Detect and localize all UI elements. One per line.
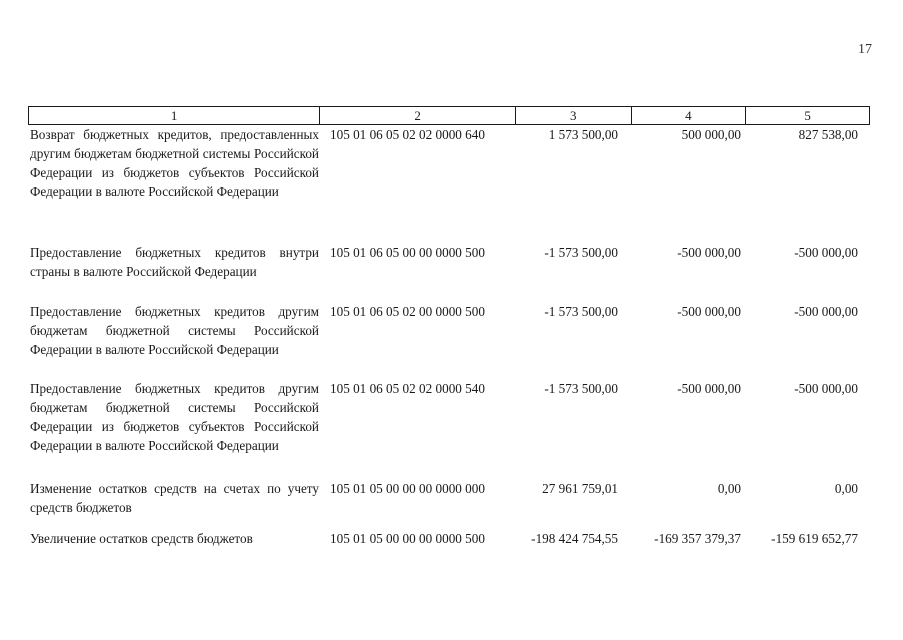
table-header xyxy=(28,106,870,125)
row-value-col5: -159 619 652,77 xyxy=(771,531,858,546)
row-code: 105 01 06 05 02 00 0000 500 xyxy=(330,304,485,319)
row-description: Предоставление бюджетных кредитов другим бюджетам бюджетной системы Российской Федерации из бюджетов субъектов Российской Федерации в валюте Российской Федерации xyxy=(30,381,319,453)
row-value-col5: 0,00 xyxy=(834,481,858,496)
row-description: Изменение остатков средств на счетах по учету средств бюджетов xyxy=(30,481,319,515)
table-row xyxy=(28,479,870,517)
row-code: 105 01 05 00 00 00 0000 500 xyxy=(330,531,485,546)
row-value-col4: -169 357 379,37 xyxy=(654,531,741,546)
table-row xyxy=(28,125,870,201)
row-description: Возврат бюджетных кредитов, предоставленных другим бюджетам бюджетной системы Российской Федерации из бюджетов субъектов Российской Федерации в валюте Российской Федерации xyxy=(30,127,319,199)
row-code: 105 01 06 05 00 00 0000 500 xyxy=(330,245,485,260)
row-value-col5: 827 538,00 xyxy=(798,127,858,142)
column-header-3: 3 xyxy=(515,107,631,124)
row-value-col5: -500 000,00 xyxy=(794,381,858,396)
row-value-col4: -500 000,00 xyxy=(677,304,741,319)
row-value-col3: -1 573 500,00 xyxy=(544,245,618,260)
row-value-col4: -500 000,00 xyxy=(677,381,741,396)
row-description: Предоставление бюджетных кредитов другим бюджетам бюджетной системы Российской Федерации в валюте Российской Федерации xyxy=(30,304,319,357)
row-value-col4: 0,00 xyxy=(717,481,741,496)
table-row xyxy=(28,379,870,455)
table-row xyxy=(28,529,870,548)
row-value-col4: -500 000,00 xyxy=(677,245,741,260)
table-row xyxy=(28,243,870,281)
row-description: Увеличение остатков средств бюджетов xyxy=(30,531,253,546)
row-value-col4: 500 000,00 xyxy=(681,127,741,142)
column-header-2: 2 xyxy=(319,107,515,124)
row-code: 105 01 06 05 02 02 0000 540 xyxy=(330,381,485,396)
row-code: 105 01 06 05 02 02 0000 640 xyxy=(330,127,485,142)
row-value-col5: -500 000,00 xyxy=(794,304,858,319)
row-value-col3: -1 573 500,00 xyxy=(544,304,618,319)
row-value-col3: -1 573 500,00 xyxy=(544,381,618,396)
row-value-col5: -500 000,00 xyxy=(794,245,858,260)
row-value-col3: 27 961 759,01 xyxy=(542,481,618,496)
row-value-col3: 1 573 500,00 xyxy=(548,127,618,142)
page-number: 17 xyxy=(858,42,872,57)
column-header-4: 4 xyxy=(631,107,746,124)
row-code: 105 01 05 00 00 00 0000 000 xyxy=(330,481,485,496)
row-value-col3: -198 424 754,55 xyxy=(531,531,618,546)
column-header-5: 5 xyxy=(745,107,869,124)
row-description: Предоставление бюджетных кредитов внутри страны в валюте Российской Федерации xyxy=(30,245,319,279)
table-row xyxy=(28,302,870,359)
column-header-1: 1 xyxy=(170,108,178,123)
